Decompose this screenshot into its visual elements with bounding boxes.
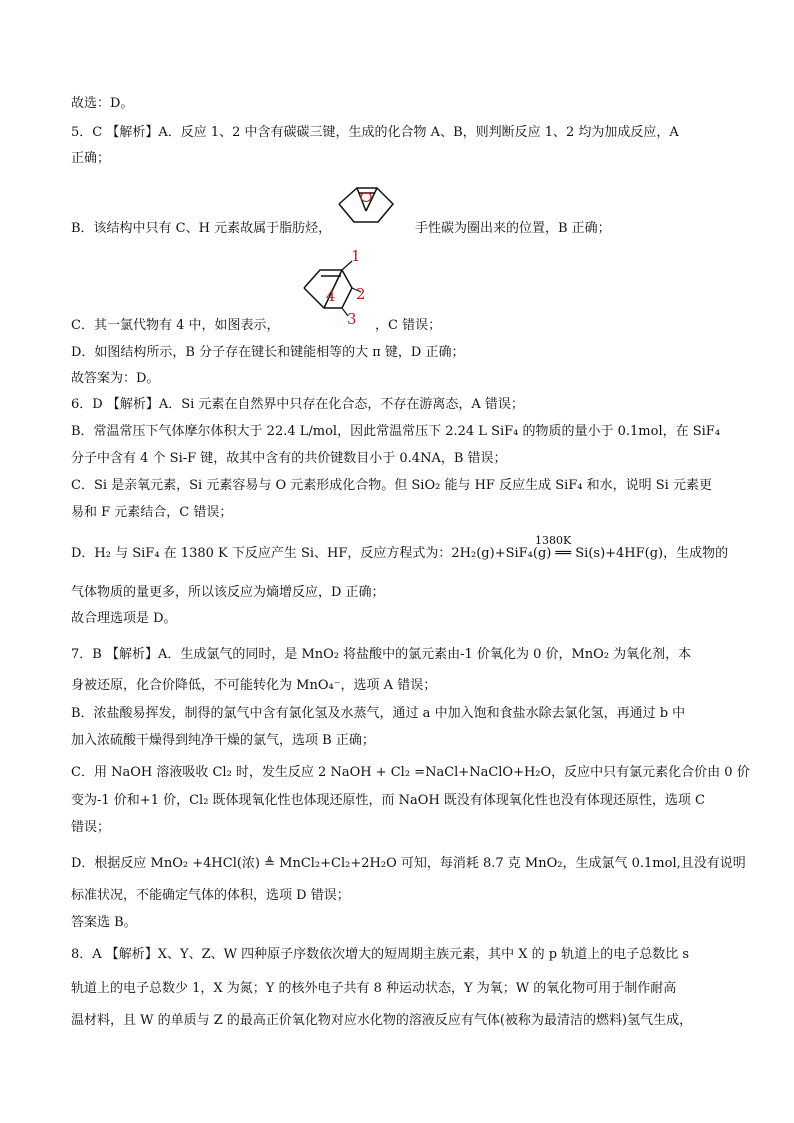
- text-line: 答案选 B。: [71, 915, 137, 930]
- reaction-condition: 1380K: [535, 534, 572, 547]
- position-label: 4: [326, 287, 336, 305]
- text-line: 错误；: [71, 820, 111, 835]
- text-line: 故合理选项是 D。: [71, 611, 177, 626]
- text-line: 标准状况，不能确定气体的体积，选项 D 错误；: [71, 888, 350, 903]
- text-line: B．常温常压下气体摩尔体积大于 22.4 L/mol，因此常温常压下 2.24 L SiF₄ 的物质的量小于 0.1mol，在 SiF₄: [71, 424, 721, 439]
- text-line: 正确；: [71, 151, 111, 166]
- text-line: D．根据反应 MnO₂ +4HCl(浓) ≜ MnCl₂+Cl₂+2H₂O 可知，每消耗 8.7 克 MnO₂，生成氯气 0.1mol,且没有说明: [71, 856, 746, 871]
- text-line: 故答案为：D。: [71, 371, 160, 386]
- text-line: ，C 错误；: [375, 318, 442, 333]
- text-line: 温材料，且 W 的单质与 Z 的最高正价氧化物对应水化物的溶液反应有气体(被称为最清洁的燃料)氢气生成，: [71, 1013, 693, 1028]
- numbered-structure-diagram: [294, 248, 372, 328]
- text-line: 气体物质的量更多，所以该反应为熵增反应，D 正确；: [71, 585, 385, 600]
- text-line: 5．C 【解析】A．反应 1、2 中含有碳碳三键，生成的化合物 A、B，则判断反应 1、2 均为加成反应，A: [71, 125, 679, 140]
- text-line: D．如图结构所示，B 分子存在键长和键能相等的大 π 键，D 正确；: [71, 345, 465, 360]
- text-line: 故选：D。: [71, 96, 134, 111]
- position-label: 1: [351, 248, 361, 265]
- text-line: B．该结构中只有 C、H 元素故属于脂肪烃，: [71, 221, 332, 236]
- bicyclic-structure-diagram: [330, 178, 410, 242]
- chiral-carbon-circle: [361, 193, 371, 202]
- text-line: 变为-1 价和+1 价，Cl₂ 既体现氧化性也体现还原性，而 NaOH 既没有体现氧化性也没有体现还原性，选项 C: [71, 793, 706, 808]
- position-label: 3: [347, 310, 357, 328]
- text-line: 身被还原，化合价降低，不可能转化为 MnO₄⁻，选项 A 错误；: [71, 678, 437, 693]
- text-line: 轨道上的电子总数少 1，X 为氮；Y 的核外电子共有 8 种运动状态，Y 为氧；W 的氧化物可用于制作耐高: [71, 981, 677, 996]
- text-line: D．H₂ 与 SiF₄ 在 1380 K 下反应产生 Si、HF，反应方程式为：2H₂(g)+SiF₄(g) ══ Si(s)+4HF(g)，生成物的: [71, 546, 729, 561]
- text-line: 6．D 【解析】A．Si 元素在自然界中只存在化合态，不存在游离态，A 错误；: [71, 397, 524, 412]
- text-line: 手性碳为圈出来的位置，B 正确；: [415, 221, 611, 236]
- text-line: 易和 F 元素结合，C 错误；: [71, 505, 233, 520]
- text-line: C．用 NaOH 溶液吸收 Cl₂ 时，发生反应 2 NaOH + Cl₂ =NaCl+NaClO+H₂O，反应中只有氯元素化合价由 0 价: [71, 765, 750, 780]
- text-line: C．其一氯代物有 4 中，如图表示，: [71, 318, 280, 333]
- text-line: 7．B 【解析】A．生成氯气的同时，是 MnO₂ 将盐酸中的氯元素由-1 价氧化为 0 价，MnO₂ 为氧化剂，本: [71, 647, 692, 662]
- text-line: B．浓盐酸易挥发，制得的氯气中含有氯化氢及水蒸气，通过 a 中加入饱和食盐水除去氯化氢，再通过 b 中: [71, 706, 686, 721]
- text-line: 8．A 【解析】X、Y、Z、W 四种原子序数依次增大的短周期主族元素，其中 X 的 p 轨道上的电子总数比 s: [71, 947, 690, 962]
- position-label: 2: [356, 285, 366, 303]
- text-line: 加入浓硫酸干燥得到纯净干燥的氯气，选项 B 正确；: [71, 733, 375, 748]
- text-line: C．Si 是亲氧元素，Si 元素容易与 O 元素形成化合物。但 SiO₂ 能与 HF 反应生成 SiF₄ 和水，说明 Si 元素更: [71, 478, 712, 493]
- text-line: 分子中含有 4 个 Si-F 键，故其中含有的共价键数目小于 0.4NA，B 错误；: [71, 451, 507, 466]
